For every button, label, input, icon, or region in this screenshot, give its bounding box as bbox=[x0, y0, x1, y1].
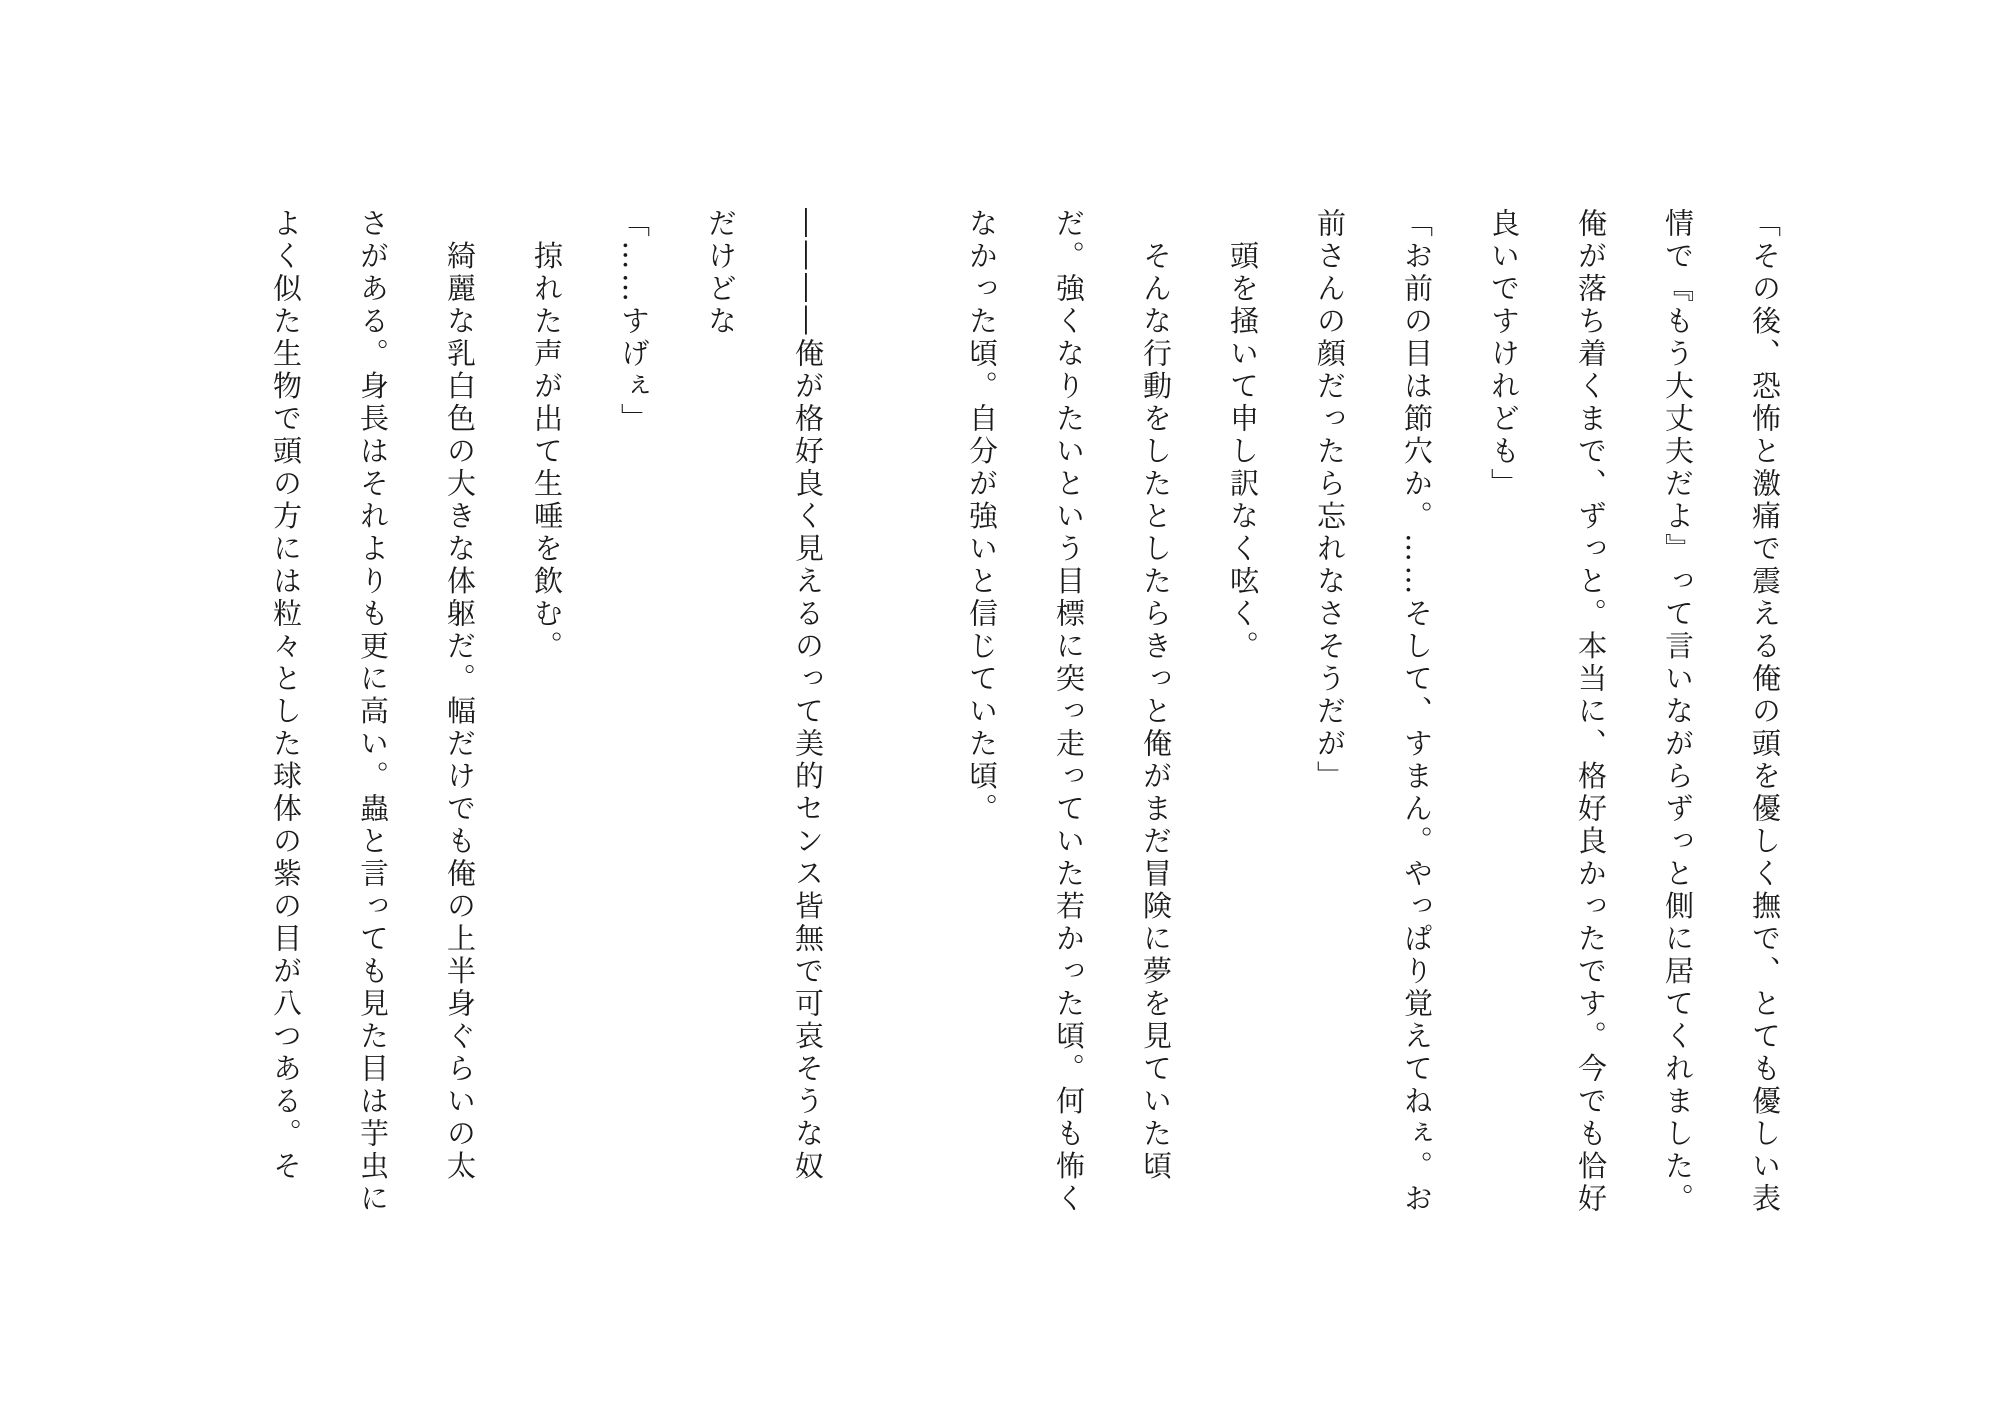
text-column-5: 「お前の目は節穴か。……そして、すまん。やっぱり覚えてねぇ。お bbox=[1400, 208, 1434, 1216]
text-column-10: なかった頃。自分が強いと信じていた頃。 bbox=[965, 208, 999, 826]
text-column-9: だ。強くなりたいという目標に突っ走っていた若かった頃。何も怖く bbox=[1052, 208, 1086, 1216]
text-column-12: ――――俺が格好良く見えるのって美的センス皆無で可哀そうな奴 bbox=[791, 208, 825, 1183]
text-column-13: だけどな bbox=[704, 208, 738, 338]
blank-column bbox=[851, 208, 938, 1216]
vertical-text-block bbox=[242, 208, 1808, 1216]
text-column-1: 「その後、恐怖と激痛で震える俺の頭を優しく撫で、とても優しい表 bbox=[1748, 208, 1782, 1216]
text-column-17: さがある。身長はそれよりも更に高い。蟲と言っても見た目は芋虫に bbox=[356, 208, 390, 1216]
text-column-14: 「……すげぇ」 bbox=[617, 208, 651, 436]
text-column-2: 情で『もう大丈夫だよ』って言いながらずっと側に居てくれました。 bbox=[1661, 208, 1695, 1216]
text-column-3: 俺が落ち着くまで、ずっと。本当に、格好良かったです。今でも恰好 bbox=[1574, 208, 1608, 1216]
text-column-16: 綺麗な乳白色の大きな体躯だ。幅だけでも俺の上半身ぐらいの太 bbox=[443, 208, 477, 1183]
text-column-8: そんな行動をしたとしたらきっと俺がまだ冒険に夢を見ていた頃 bbox=[1139, 208, 1173, 1183]
text-column-15: 掠れた声が出て生唾を飲む。 bbox=[530, 208, 564, 663]
text-column-18: よく似た生物で頭の方には粒々とした球体の紫の目が八つある。そ bbox=[269, 208, 303, 1183]
text-column-6: 前さんの顔だったら忘れなさそうだが」 bbox=[1313, 208, 1347, 793]
text-column-4: 良いですけれども」 bbox=[1487, 208, 1521, 501]
text-column-7: 頭を掻いて申し訳なく呟く。 bbox=[1226, 208, 1260, 663]
